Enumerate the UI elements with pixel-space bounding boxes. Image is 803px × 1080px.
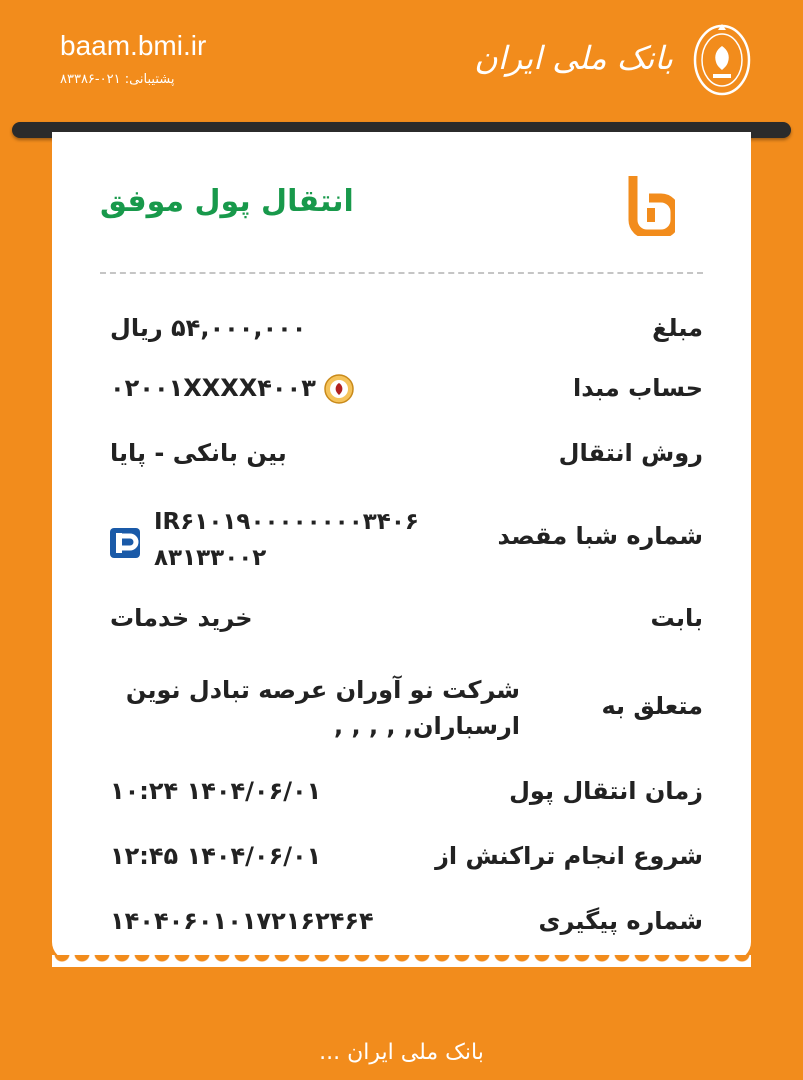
row-label: زمان انتقال پول bbox=[509, 777, 703, 805]
row-transfer-method bbox=[102, 439, 703, 489]
source-account-value: ۰۲۰۰۱XXXX۴۰۰۳ bbox=[110, 374, 316, 402]
owner-value: شرکت نو آوران عرصه تبادل نوین ارسباران, , , , , bbox=[125, 676, 520, 740]
row-label: روش انتقال bbox=[558, 439, 703, 467]
row-destination-iban bbox=[102, 504, 703, 576]
row-label: متعلق به bbox=[601, 692, 703, 720]
row-source-account bbox=[102, 374, 703, 424]
support-phone: پشتیبانی: ۰۲۱-۸۳۳۸۶ bbox=[60, 72, 175, 87]
row-label: بابت bbox=[650, 604, 703, 632]
transfer-time-value: ۱۴۰۴/۰۶/۰۱ ۱۰:۲۴ bbox=[110, 777, 322, 805]
bank-saderat-icon bbox=[108, 526, 142, 560]
receipt-torn-edge bbox=[52, 955, 751, 967]
row-owner bbox=[102, 672, 703, 752]
row-transfer-time bbox=[102, 777, 703, 827]
bank-melli-icon bbox=[324, 374, 354, 404]
reason-value: خرید خدمات bbox=[110, 604, 253, 632]
row-tracking-number bbox=[102, 907, 703, 957]
tracking-number-value: ۱۴۰۴۰۶۰۱۰۱۷۲۱۶۲۴۶۴ bbox=[110, 907, 374, 935]
row-start-time bbox=[102, 842, 703, 892]
row-label: شماره پیگیری bbox=[538, 907, 703, 935]
bank-brand bbox=[474, 16, 753, 100]
row-label: حساب مبدا bbox=[573, 374, 703, 402]
divider bbox=[100, 272, 703, 274]
footer-text: بانک ملی ایران ... bbox=[319, 1040, 484, 1065]
amount-value: ۵۴,۰۰۰,۰۰۰ ریال bbox=[110, 314, 307, 342]
bank-name-logo: بانک ملی ایران bbox=[474, 39, 673, 77]
start-time-value: ۱۴۰۴/۰۶/۰۱ ۱۲:۴۵ bbox=[110, 842, 322, 870]
baam-logo-icon bbox=[627, 172, 675, 236]
transfer-method-value: بین بانکی - پایا bbox=[110, 439, 287, 467]
destination-iban-value: IR۶۱۰۱۹۰۰۰۰۰۰۰۰۳۴۰۶۸۳۱۳۳۰۰۲ bbox=[154, 509, 419, 571]
bank-melli-emblem-icon bbox=[691, 16, 753, 100]
row-label: شماره شبا مقصد bbox=[497, 522, 703, 550]
row-label: شروع انجام تراکنش از bbox=[435, 842, 703, 870]
row-reason bbox=[102, 604, 703, 654]
receipt-card bbox=[52, 132, 751, 960]
row-amount bbox=[102, 314, 703, 364]
page-title: انتقال پول موفق bbox=[100, 184, 354, 219]
site-url: baam.bmi.ir bbox=[60, 30, 207, 61]
row-label: مبلغ bbox=[652, 314, 703, 342]
